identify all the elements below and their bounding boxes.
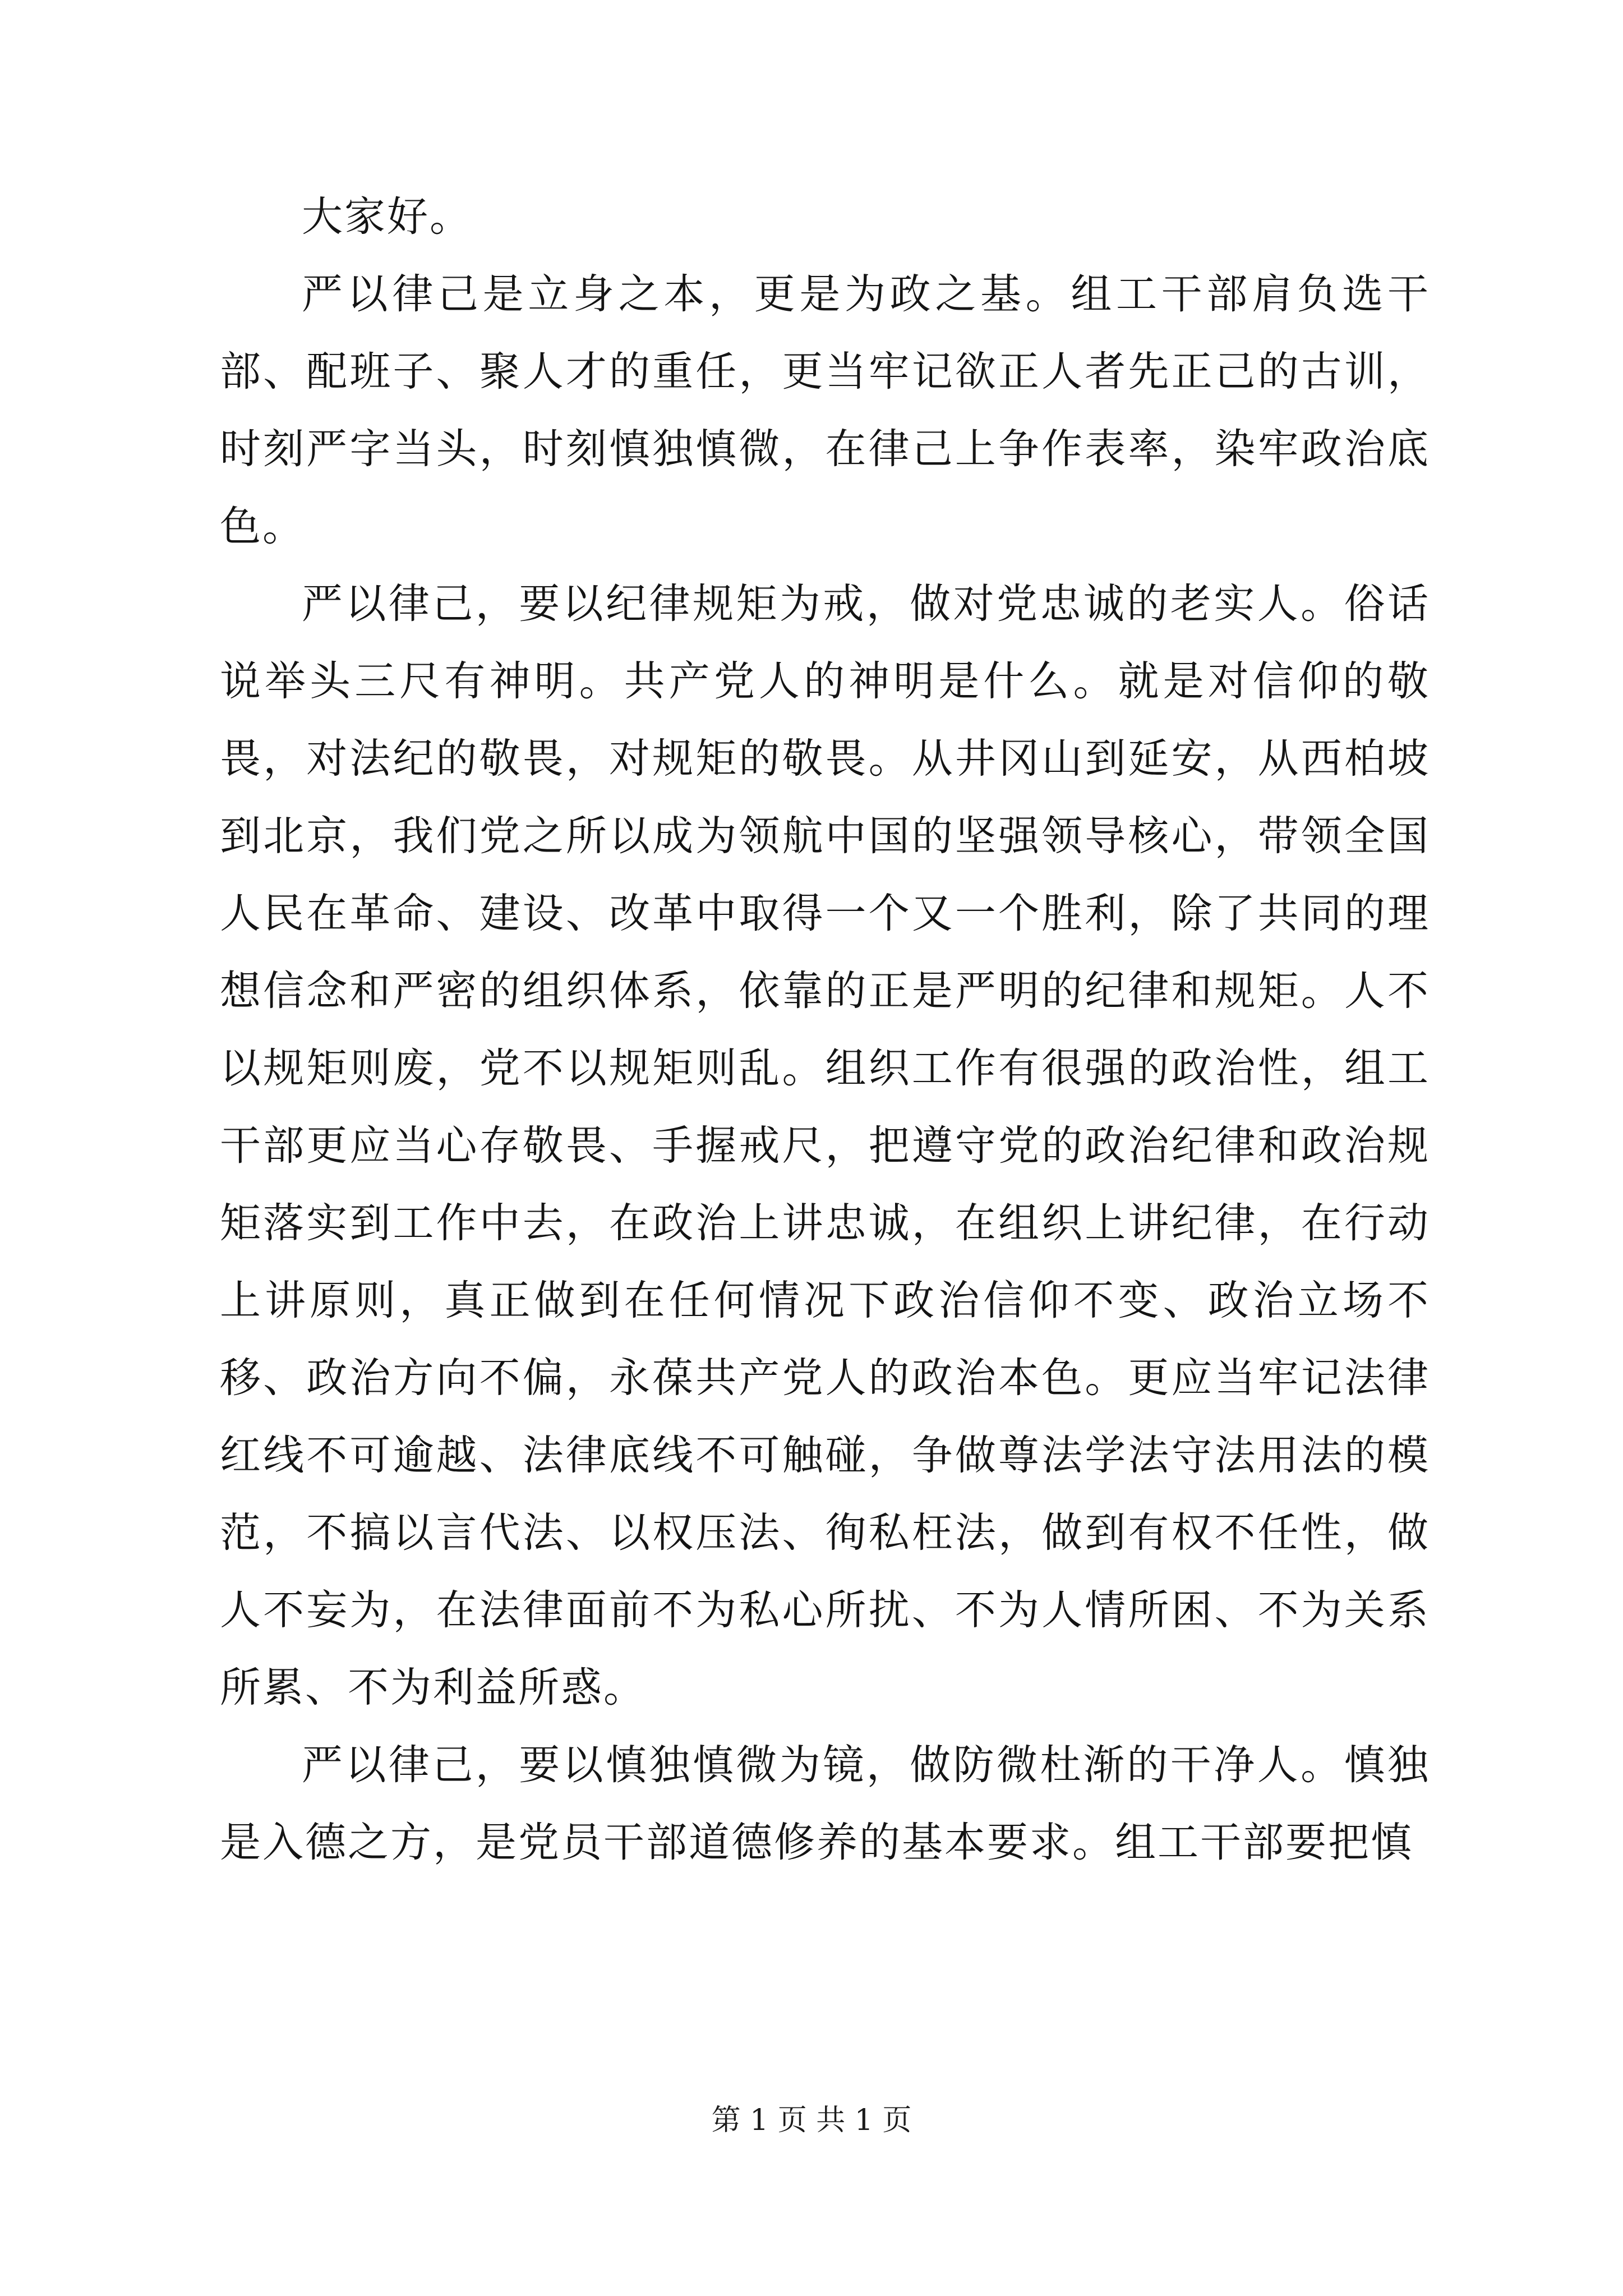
paragraph-greeting: 大家好。: [302, 193, 472, 241]
paragraph-intro: 严以律己是立身之本，更是为政之基。组工干部肩负选干部、配班子、聚人才的重任，更当牢记欲正人者先正己的古训，时刻严字当头，时刻慎独慎微，在律己上争作表率，染牢政治底色。: [220, 270, 1430, 550]
paragraph-prudence: 严以律己，要以慎独慎微为镜，做防微杜渐的干净人。慎独是入德之方，是党员干部道德修养的基本要求。组工干部要把慎: [220, 1741, 1430, 1866]
page-footer: 第 1 页 共 1 页: [711, 2104, 912, 2137]
paragraph-discipline: 严以律己，要以纪律规矩为戒，做对党忠诚的老实人。俗话说举头三尺有神明。共产党人的神明是什么。就是对信仰的敬畏，对法纪的敬畏，对规矩的敬畏。从井冈山到延安，从西柏坡到北京，我们党之所以成为领航中国的坚强领导核心，带领全国人民在革命、建设、改革中取得一个又一个胜利，除了共同的理想信念和严密的组织体系，依靠的正是严明的纪律和规矩。人不以规矩则废，党不以规矩则乱。组织工作有很强的政治性，组工干部更应当心存敬畏、手握戒尺，把遵守党的政治纪律和政治规矩落实到工作中去，在政治上讲忠诚，在组织上讲纪律，在行动上讲原则，真正做到在任何情况下政治信仰不变、政治立场不移、政治方向不偏，永葆共产党人的政治本色。更应当牢记法律红线不可逾越、法律底线不可触碰，争做尊法学法守法用法的模范，不搞以言代法、以权压法、徇私枉法，做到有权不任性，做人不妄为，在法律面前不为私心所扰、不为人情所困、不为关系所累、不为利益所惑。: [220, 580, 1430, 1711]
document-body: [220, 178, 1430, 1881]
